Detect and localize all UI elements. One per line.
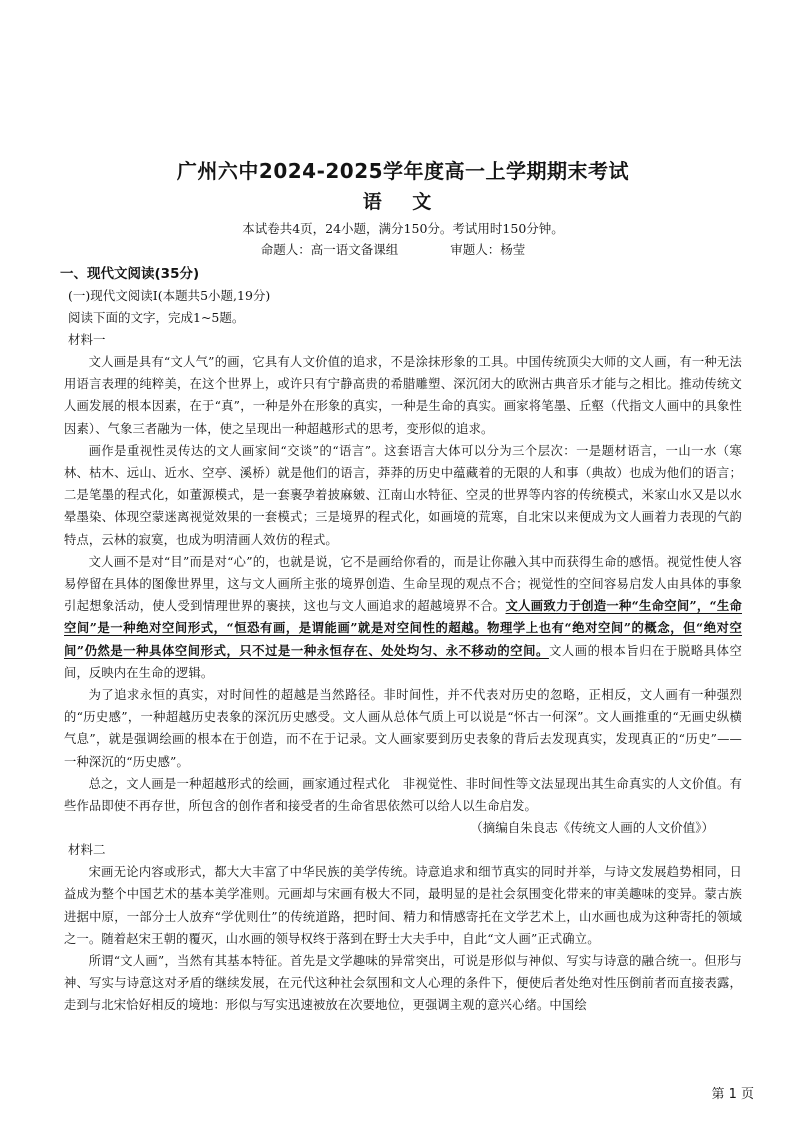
paragraph: 文人画是具有“文人气”的画，它具有人文价值的追求，不是涂抹形象的工具。中国传统顶尖大师的文人画，有一种无法用语言表理的纯粹美，在这个世界上，或许只有宁静高贵的希腊雕塑、深沉闭大的欧洲古典音乐才能与之相比。推动传统文人画发展的根本因素，在于“真”，一种是外在形象的真实，一种是生命的真实。画家将笔墨、丘壑（代指文人画中的具象性因素）、气象三者融为一体，使之呈现出一种超越形式的思考，变形似的追求。	[64, 355, 742, 436]
paragraph: 总之，文人画是一种超越形式的绘画，画家通过程式化 非视觉性、非时间性等文法显现出其生命真实的人文价值。有些作品即使不再存世，所包含的创作者和接受者的生命省思依然可以给人以生命启发。	[64, 776, 742, 814]
paragraph: 宋画无论内容或形式，都大大丰富了中华民族的美学传统。诗意追求和细节真实的同时并举，与诗文发展趋势相同，日益成为整个中国艺术的基本美学准则。元画却与宋画有极大不同，最明显的是社会氛围变化带来的审美趣味的变异。蒙古族进据中原，一部分士人放弃“学优则仕”的传统道路，把时间、精力和情感寄托在文学艺术上，山水画也成为这种寄托的领域之一。随着赵宋王朝的覆灭，山水画的领导权终于落到在野士大夫手中，自此“文人画”正式确立。	[64, 865, 742, 946]
material-label: 材料二	[68, 842, 106, 858]
paragraph: 所谓“文人画”，当然有其基本特征。首先是文学趣味的异常突出，可说是形似与神似、写实与诗意的融合统一。但形与神、写实与诗意这对矛盾的继续发展，在元代这种社会氛围和文人心理的条件下，便使后者处绝对性压倒前者而直接表露，走到与北宋恰好相反的境地：形似与写实迅速被放在次要地位，更强调主观的意兴心绪。中国绘	[64, 954, 742, 1013]
section-heading: 一、现代文阅读(35分)	[60, 266, 200, 282]
source-citation: （摘编自朱良志《传统文人画的人文价值》）	[470, 820, 714, 836]
exam-info: 本试卷共4页，24小题，满分150分。考试用时150分钟。	[242, 221, 564, 236]
paragraph-text: 文人画不是对“目”而是对“心”的，也就是说，它不是画给你看的，而是让你融入其中而获得生命的感悟。视觉性使人容易停留在具体的图像世界里，这与文人画所主张的境界创造、生命呈现的观点不合；视觉性的空间容易启发人由具体的事象引起想象活动，使人受到情理世界的裹挟，这也与文人画追求的超越境界不合。	[64, 554, 742, 614]
paragraph-text: 文人画的根本旨归在于脱略具体空间，反映内在生命的逻辑。	[64, 643, 742, 680]
page-number: 第 1 页	[711, 1087, 754, 1102]
subject-title: 语 文	[362, 191, 444, 213]
instruction: 阅读下面的文字，完成1~5题。	[68, 310, 245, 325]
material-label: 材料一	[68, 332, 106, 347]
setter-label: 命题人：高一语文备课组	[260, 242, 399, 257]
author-row	[44, 239, 742, 260]
reviewer-label: 审题人：杨莹	[450, 242, 526, 257]
paragraph	[64, 551, 742, 684]
exam-title: 广州六中2024-2025学年度高一上学期期末考试	[176, 159, 630, 183]
paragraph: 为了追求永恒的真实，对时间性的超越是当然路径。非时间性，并不代表对历史的忽略，正相反，文人画有一种强烈的“历史感”，一种超越历史表象的深沉历史感受。文人画从总体气质上可以说是“怀古一何深”。文人画推重的“无画史纵横气息”，就是强调绘画的根本在于创造，而不在于记录。文人画家要到历史表象的背后去发现真实，发现真正的“历史”——一种深沉的“历史感”。	[64, 688, 742, 769]
paragraph: 画作是重视性灵传达的文人画家间“交谈”的“语言”。这套语言大体可以分为三个层次：一是题材语言，一山一水（寒林、枯木、远山、近水、空亭、溪桥）就是他们的语言，莽莽的历史中蕴藏着的无限的人和事（典故）也成为他们的语言；二是笔墨的程式化，如董源模式，是一套裹孕着披麻皴、江南山水特征、空灵的世界等内容的传统模式，米家山水又是以水晕墨染、体现空蒙迷离视觉效果的一套模式；三是境界的程式化，如画境的荒寒，自北宋以来便成为文人画着力表现的气韵特点，云林的寂寞，也成为明清画人效仿的程式。	[64, 443, 742, 547]
underlined-passage: 文人画致力于创造一种“生命空间”，“生命空间”是一种绝对空间形式，“恒恐有画，是谓能画”就是对空间性的超越。物理学上也有“绝对空间”的概念，但“绝对空间”仍然是一种具体空间形式，只不过是一种永恒存在、处处均匀、永不移动的空间。	[64, 598, 742, 658]
sub-section-heading: (一)现代文阅读Ⅰ(本题共5小题,19分)	[68, 288, 271, 303]
